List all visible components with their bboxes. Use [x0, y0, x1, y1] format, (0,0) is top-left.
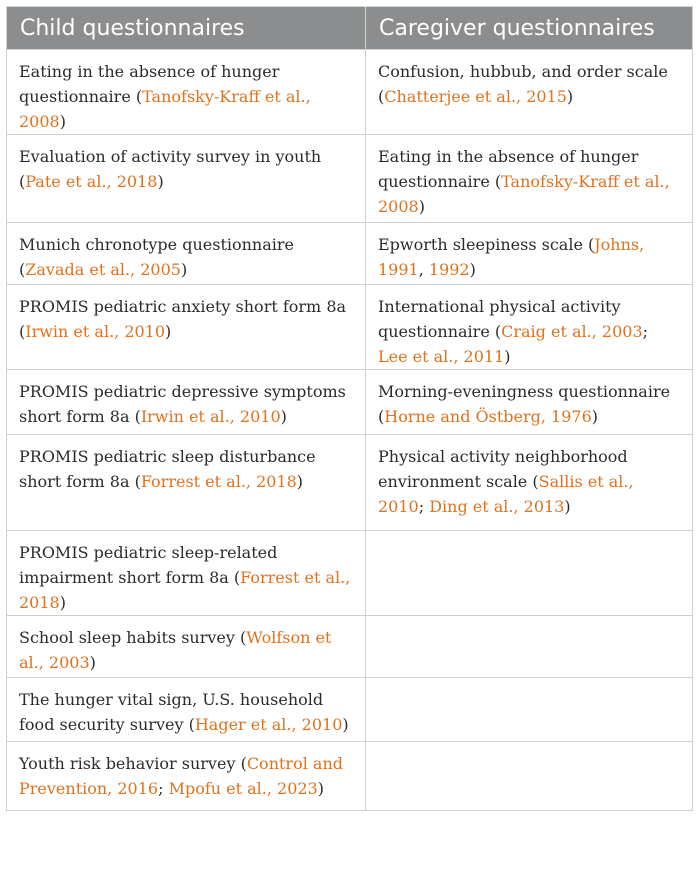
child-questionnaire-cell: [7, 223, 366, 285]
entry-title: PROMIS pediatric depressive symptoms short form 8a (: [19, 382, 346, 426]
caregiver-questionnaire-cell: [366, 370, 693, 435]
questionnaire-table: [6, 6, 693, 811]
header-caregiver: Caregiver questionnaires: [366, 7, 693, 50]
citation-link[interactable]: Wolfson et al., 2003: [19, 628, 332, 672]
citation-link[interactable]: Forrest et al., 2018: [140, 472, 297, 491]
citation-link[interactable]: Pate et al., 2018: [25, 172, 158, 191]
header-row: [7, 7, 693, 50]
entry-title: PROMIS pediatric sleep disturbance short form 8a (: [19, 447, 316, 491]
citation-separator: ): [591, 407, 599, 426]
citation-link[interactable]: Lee et al., 2011: [378, 347, 505, 366]
child-questionnaire-cell: [7, 135, 366, 223]
citation-close: ): [504, 347, 511, 366]
entry-title: Eating in the absence of hunger questionnaire (: [19, 62, 280, 106]
citation-separator: ): [342, 715, 349, 734]
citation-separator: ): [59, 112, 66, 131]
entry-title: School sleep habits survey (: [19, 628, 247, 647]
child-questionnaire-cell: [7, 616, 366, 678]
table-body: [7, 50, 693, 811]
citation-separator: ): [180, 260, 188, 279]
table-row: [7, 616, 693, 678]
entry-title: Eating in the absence of hunger questionnaire (: [378, 147, 639, 191]
citation-separator: ): [418, 197, 425, 216]
entry-title: Evaluation of activity survey in youth (: [19, 147, 322, 191]
table-row: [7, 370, 693, 435]
citation-link[interactable]: Tanofsky-Kraff et al., 2008: [378, 172, 670, 216]
citation-close: ): [564, 497, 571, 516]
caregiver-questionnaire-cell: [366, 50, 693, 135]
entry-title: Epworth sleepiness scale (: [378, 235, 595, 254]
citation-separator: ): [566, 87, 574, 106]
caregiver-questionnaire-cell: [366, 135, 693, 223]
entry-title: The hunger vital sign, U.S. household food security survey (: [19, 690, 324, 734]
citation-close: ): [469, 260, 476, 279]
child-questionnaire-cell: [7, 285, 366, 370]
table-row: [7, 50, 693, 135]
citation-link[interactable]: Control and Prevention, 2016: [19, 754, 343, 798]
citation-link[interactable]: Chatterjee et al., 2015: [384, 87, 567, 106]
citation-link[interactable]: Irwin et al., 2010: [140, 407, 281, 426]
caregiver-questionnaire-cell: [366, 223, 693, 285]
caregiver-questionnaire-cell: [366, 435, 693, 531]
citation-link[interactable]: Horne and Östberg, 1976: [384, 407, 592, 426]
entry-title: Morning-eveningness questionnaire (: [378, 382, 671, 426]
citation-separator: ;: [642, 322, 649, 341]
header-child: Child questionnaires: [7, 7, 366, 50]
caregiver-questionnaire-cell: [366, 285, 693, 370]
child-questionnaire-cell: [7, 531, 366, 616]
citation-separator: ): [296, 472, 304, 491]
citation-separator: ): [59, 593, 66, 612]
caregiver-questionnaire-cell: [366, 742, 693, 811]
citation-separator: ): [157, 172, 164, 191]
entry-title: Youth risk behavior survey (: [19, 754, 247, 773]
citation-link[interactable]: Forrest et al., 2018: [19, 568, 351, 612]
citation-link[interactable]: 1992: [428, 260, 470, 279]
citation-separator: ,: [418, 260, 429, 279]
child-questionnaire-cell: [7, 50, 366, 135]
citation-link[interactable]: Hager et al., 2010: [194, 715, 343, 734]
table-row: [7, 135, 693, 223]
entry-title: PROMIS pediatric anxiety short form 8a (: [19, 297, 347, 341]
caregiver-questionnaire-cell: [366, 678, 693, 742]
table-row: [7, 531, 693, 616]
child-questionnaire-cell: [7, 678, 366, 742]
entry-title: Munich chronotype questionnaire (: [19, 235, 294, 279]
table-row: [7, 678, 693, 742]
citation-link[interactable]: Zavada et al., 2005: [25, 260, 181, 279]
citation-separator: ): [165, 322, 172, 341]
citation-separator: ;: [418, 497, 430, 516]
citation-close: ): [317, 779, 324, 798]
citation-link[interactable]: Johns, 1991: [378, 235, 645, 279]
entry-title: Confusion, hubbub, and order scale (: [378, 62, 668, 106]
child-questionnaire-cell: [7, 370, 366, 435]
child-questionnaire-cell: [7, 742, 366, 811]
citation-link[interactable]: Ding et al., 2013: [429, 497, 565, 516]
citation-link[interactable]: Craig et al., 2003: [501, 322, 643, 341]
table-row: [7, 435, 693, 531]
citation-link[interactable]: Irwin et al., 2010: [25, 322, 166, 341]
entry-title: Physical activity neighborhood environment scale (: [378, 447, 628, 491]
child-questionnaire-cell: [7, 435, 366, 531]
entry-title: PROMIS pediatric sleep-related impairment short form 8a (: [19, 543, 278, 587]
citation-link[interactable]: Sallis et al., 2010: [378, 472, 634, 516]
citation-separator: ;: [158, 779, 169, 798]
caregiver-questionnaire-cell: [366, 616, 693, 678]
caregiver-questionnaire-cell: [366, 531, 693, 616]
table-row: [7, 742, 693, 811]
entry-title: International physical activity questionnaire (: [378, 297, 621, 341]
citation-separator: ): [280, 407, 287, 426]
citation-link[interactable]: Mpofu et al., 2023: [168, 779, 318, 798]
citation-separator: ): [89, 653, 96, 672]
table-row: [7, 285, 693, 370]
citation-link[interactable]: Tanofsky-Kraff et al., 2008: [19, 87, 311, 131]
table-row: [7, 223, 693, 285]
